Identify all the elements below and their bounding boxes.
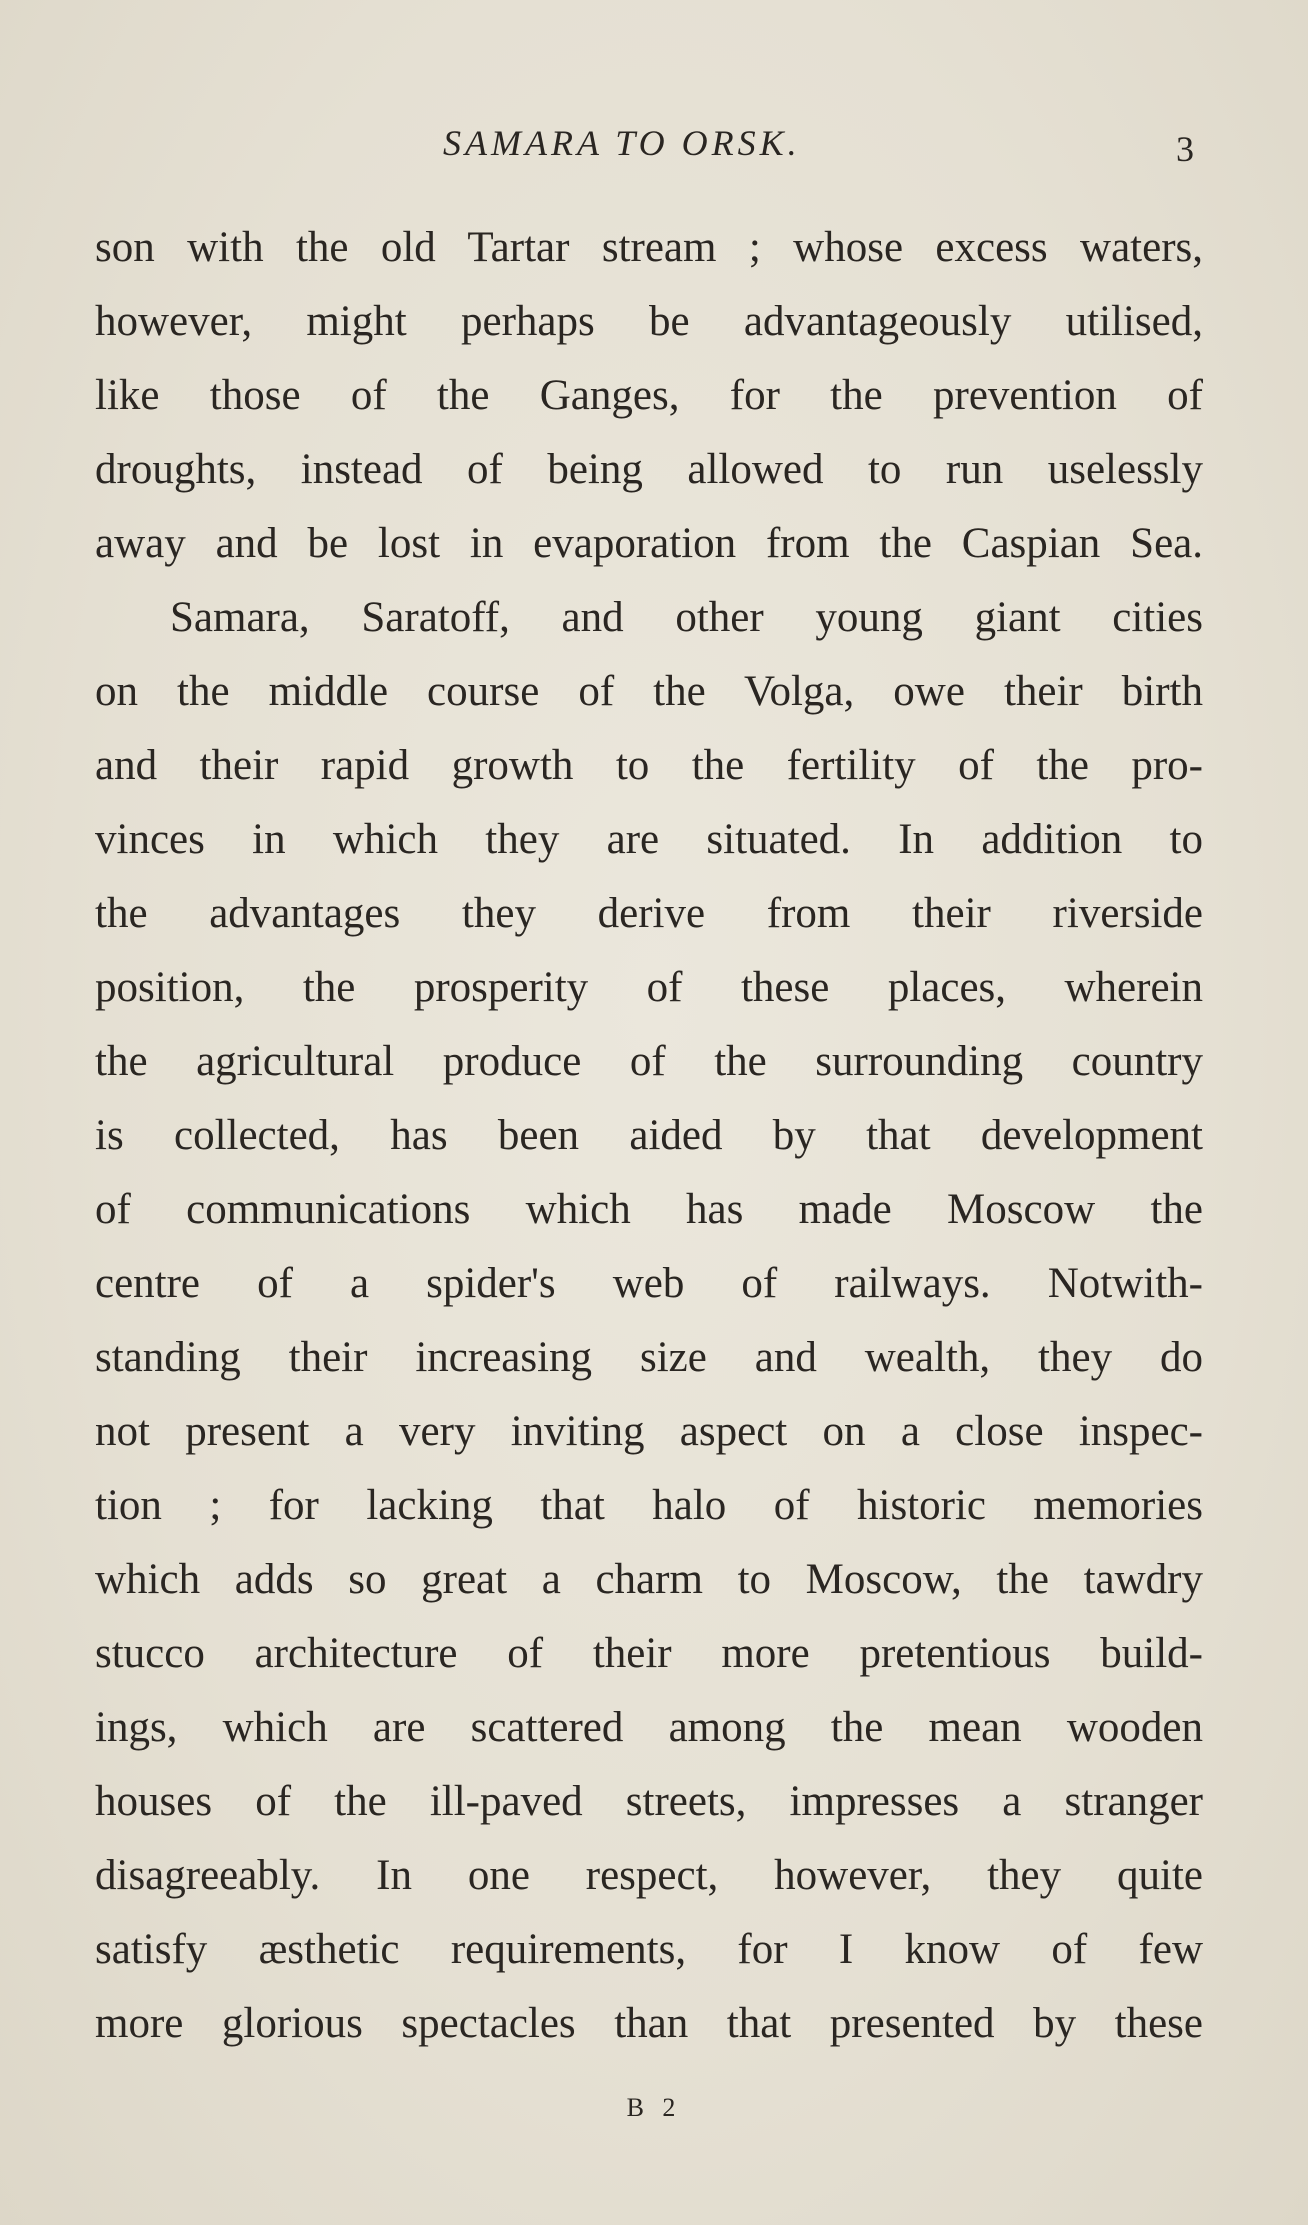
text-line: ings, which are scattered among the mean wooden: [95, 1704, 1203, 1751]
text-line: more glorious spectacles than that presented by these: [95, 2000, 1203, 2047]
page-number: 3: [1176, 129, 1194, 169]
text-line: stucco architecture of their more pretentious build-: [95, 1630, 1203, 1677]
text-line: however, might perhaps be advantageously utilised,: [95, 298, 1203, 345]
text-line: son with the old Tartar stream ; whose excess waters,: [95, 224, 1203, 271]
text-line: satisfy æsthetic requirements, for I know of few: [95, 1926, 1203, 1973]
text-line: not present a very inviting aspect on a close inspec-: [95, 1408, 1203, 1455]
text-line: the agricultural produce of the surrounding country: [95, 1038, 1203, 1085]
text-line: tion ; for lacking that halo of historic memories: [95, 1482, 1203, 1529]
body-text: [95, 211, 1203, 2061]
text-line: disagreeably. In one respect, however, they quite: [95, 1852, 1203, 1899]
text-line: of communications which has made Moscow the: [95, 1186, 1203, 1233]
text-line: which adds so great a charm to Moscow, the tawdry: [95, 1556, 1203, 1603]
text-line: centre of a spider's web of railways. Notwith-: [95, 1260, 1203, 1307]
text-line: the advantages they derive from their riverside: [95, 890, 1203, 937]
text-line: droughts, instead of being allowed to run uselessly: [95, 446, 1203, 493]
text-line: like those of the Ganges, for the prevention of: [95, 372, 1203, 419]
running-title: SAMARA TO ORSK.: [443, 123, 801, 163]
text-line: vinces in which they are situated. In addition to: [95, 816, 1203, 863]
text-line: standing their increasing size and wealth, they do: [95, 1334, 1203, 1381]
paragraph-first-line: Samara, Saratoff, and other young giant cities: [170, 594, 1203, 641]
signature-mark: B 2: [626, 2093, 682, 2122]
text-line: position, the prosperity of these places, wherein: [95, 964, 1203, 1011]
running-head: [0, 118, 1308, 168]
text-line: on the middle course of the Volga, owe their birth: [95, 668, 1203, 715]
text-line: away and be lost in evaporation from the Caspian Sea.: [95, 520, 1203, 567]
text-line: is collected, has been aided by that development: [95, 1112, 1203, 1159]
text-line: houses of the ill-paved streets, impresses a stranger: [95, 1778, 1203, 1825]
text-line: and their rapid growth to the fertility of the pro-: [95, 742, 1203, 789]
